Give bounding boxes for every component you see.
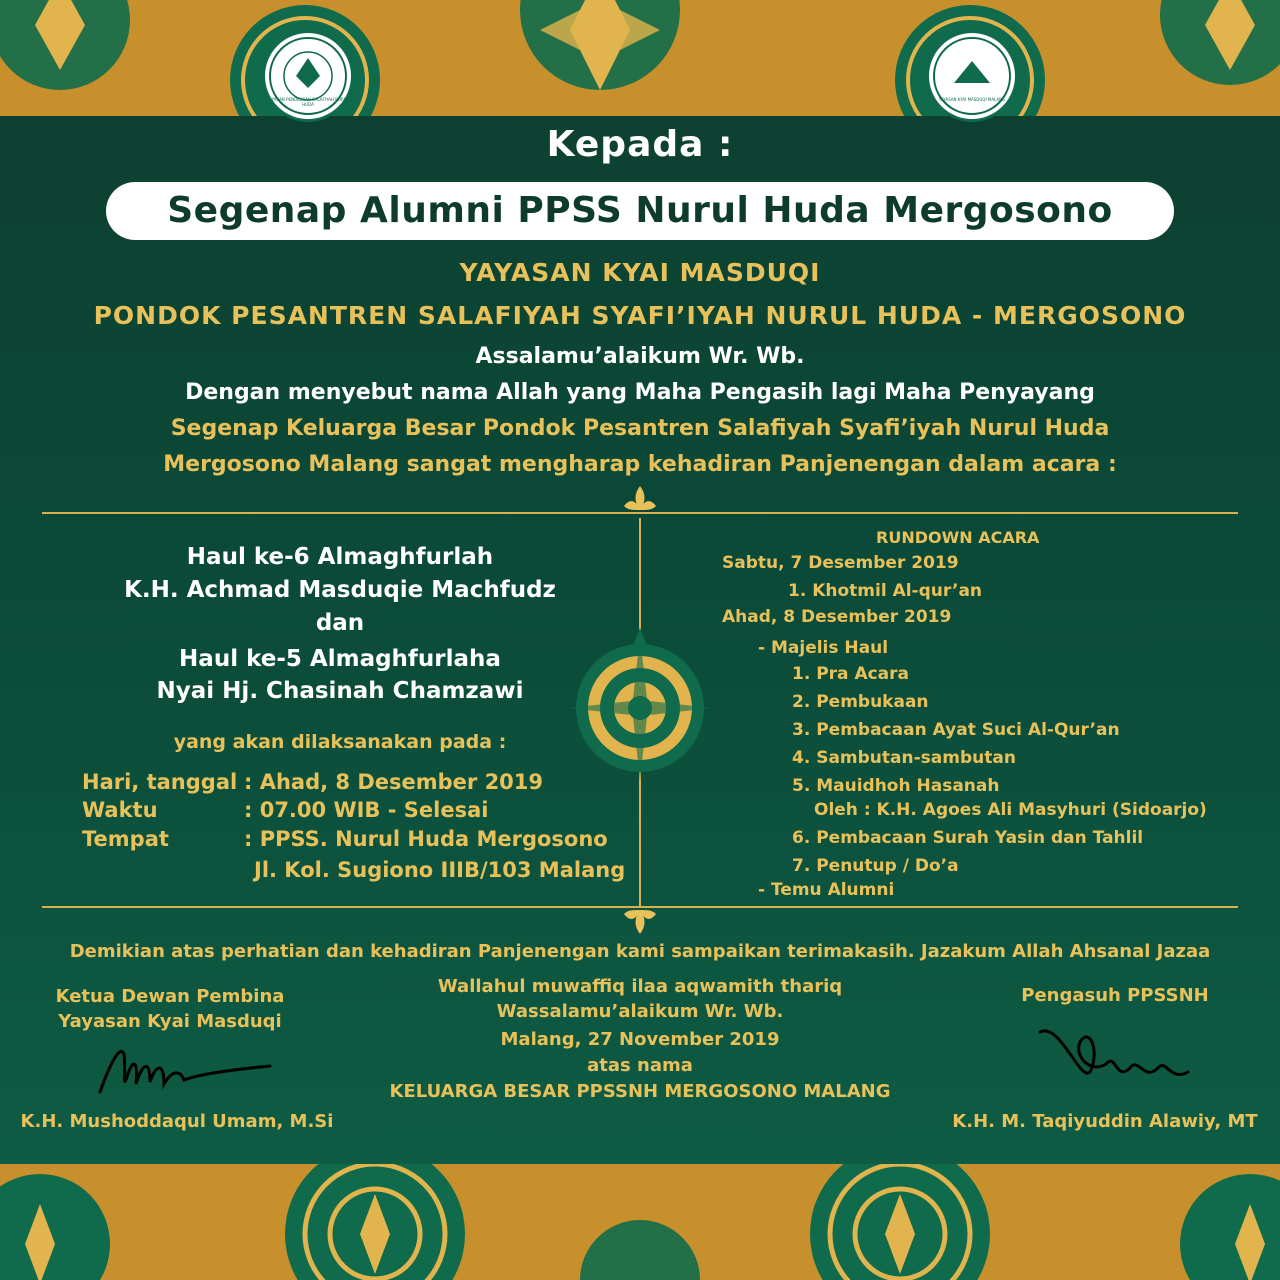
rundown-day-2: Ahad, 8 Desember 2019 <box>722 607 952 627</box>
recipient-pill <box>106 182 1174 240</box>
top-ornament-pattern <box>0 0 1280 116</box>
rundown-item-4: 4. Sambutan-sambutan <box>792 748 1016 768</box>
rundown-item-5-speaker: Oleh : K.H. Agoes Ali Masyhuri (Sidoarjo) <box>814 800 1207 820</box>
intro-line-3: Mergosono Malang sangat mengharap kehadiran Panjenengan dalam acara : <box>163 452 1117 477</box>
closing-family: KELUARGA BESAR PPSSNH MERGOSONO MALANG <box>389 1081 891 1102</box>
detail-label-time: Waktu <box>82 798 158 822</box>
left-logo-text: YAYASAN PENDIDIKAN SALAFIYAH NURUL HUDA <box>267 97 349 107</box>
org-name-1: YAYASAN KYAI MASDUQI <box>459 258 821 287</box>
bottom-ornament-band <box>0 1164 1280 1280</box>
rundown-item-3: 3. Pembacaan Ayat Suci Al-Qur’an <box>792 720 1120 740</box>
rundown-item-6: 6. Pembacaan Surah Yasin dan Tahlil <box>792 828 1144 848</box>
recipient-text: Segenap Alumni PPSS Nurul Huda Mergosono <box>167 190 1113 231</box>
kepada-label: Kepada : <box>546 124 734 165</box>
left-logo <box>262 30 354 122</box>
rundown-closing: - Temu Alumni <box>758 880 895 900</box>
right-signer-name: K.H. M. Taqiyuddin Alawiy, MT <box>952 1111 1258 1132</box>
event-line-2: K.H. Achmad Masduqie Machfudz <box>124 577 556 603</box>
bottom-ornament-pattern <box>0 1164 1280 1280</box>
salam-text: Assalamu’alaikum Wr. Wb. <box>475 344 805 369</box>
rundown-item-7: 7. Penutup / Do’a <box>792 856 959 876</box>
closing-line-2: Wassalamu’alaikum Wr. Wb. <box>496 1001 784 1022</box>
event-line-3: dan <box>315 610 365 636</box>
event-line-5: Nyai Hj. Chasinah Chamzawi <box>156 678 524 704</box>
left-signer-title-1: Ketua Dewan Pembina <box>55 986 285 1007</box>
rundown-section: - Majelis Haul <box>758 638 889 658</box>
right-signer-title: Pengasuh PPSSNH <box>1021 985 1209 1006</box>
closing-line-1: Wallahul muwaffiq ilaa aqwamith thariq <box>437 976 843 997</box>
divider-top <box>42 512 1238 514</box>
right-logo-emblem <box>929 33 1015 119</box>
rundown-title: RUNDOWN ACARA <box>876 528 1040 547</box>
intro-line-1: Dengan menyebut nama Allah yang Maha Pengasih lagi Maha Penyayang <box>185 380 1095 405</box>
rundown-day-1-item: 1. Khotmil Al-qur’an <box>788 581 983 601</box>
left-signature-image <box>80 1034 310 1104</box>
intro-line-2: Segenap Keluarga Besar Pondok Pesantren Salafiyah Syafi’iyah Nurul Huda <box>170 416 1110 441</box>
event-line-4: Haul ke-5 Almaghfurlaha <box>179 646 501 672</box>
left-signer-name: K.H. Mushoddaqul Umam, M.Si <box>20 1111 334 1132</box>
detail-value-time: : 07.00 WIB - Selesai <box>244 798 489 822</box>
detail-address: Jl. Kol. Sugiono IIIB/103 Malang <box>254 858 626 882</box>
org-name-2: PONDOK PESANTREN SALAFIYAH SYAFI’IYAH NURUL HUDA - MERGOSONO <box>93 301 1187 330</box>
divider-top-flourish-icon <box>620 484 660 512</box>
top-ornament-band <box>0 0 1280 116</box>
detail-value-date: : Ahad, 8 Desember 2019 <box>244 770 544 794</box>
left-signer-title-2: Yayasan Kyai Masduqi <box>58 1011 282 1032</box>
divider-bottom-flourish-icon <box>620 908 660 936</box>
detail-value-place: : PPSS. Nurul Huda Mergosono <box>244 827 608 851</box>
detail-label-date: Hari, tanggal <box>82 770 238 794</box>
rundown-day-1: Sabtu, 7 Desember 2019 <box>722 553 959 573</box>
event-line-1: Haul ke-6 Almaghfurlah <box>186 544 494 570</box>
event-line-6: yang akan dilaksanakan pada : <box>173 731 507 753</box>
closing-date: Malang, 27 November 2019 <box>500 1029 780 1050</box>
right-signature-image <box>1020 1012 1210 1098</box>
thanks-text: Demikian atas perhatian dan kehadiran Panjenengan kami sampaikan terimakasih. Jazakum Allah Ahsanal Jazaa <box>69 941 1211 962</box>
right-logo-text: YAYASAN KYAI MASDUQI MALANG <box>938 97 1006 102</box>
detail-label-place: Tempat <box>82 827 169 851</box>
rundown-item-2: 2. Pembukaan <box>792 692 929 712</box>
rundown-item-5: 5. Mauidhoh Hasanah <box>792 776 1000 796</box>
rundown-item-1: 1. Pra Acara <box>792 664 909 684</box>
right-logo <box>926 30 1018 122</box>
closing-atas-nama: atas nama <box>587 1055 693 1076</box>
